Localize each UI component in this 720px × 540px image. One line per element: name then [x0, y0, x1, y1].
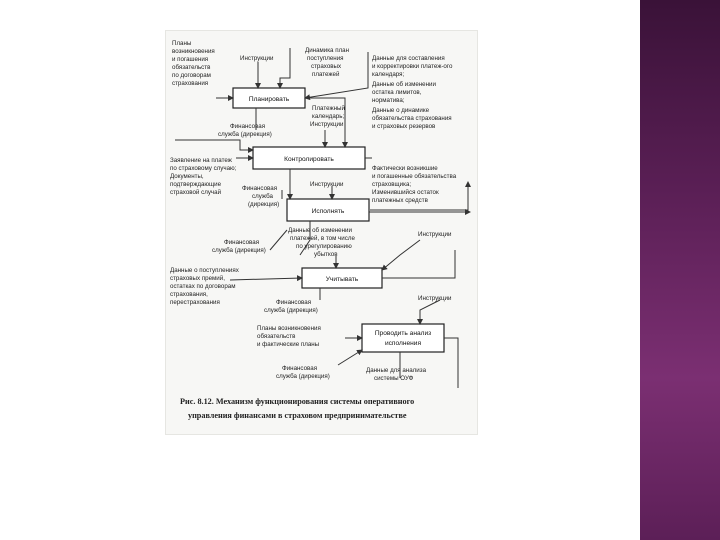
svg-text:остатках по договорам: остатках по договорам	[170, 283, 236, 290]
svg-text:по страховому случаю;: по страховому случаю;	[170, 165, 237, 172]
svg-text:обязательств: обязательств	[257, 333, 296, 340]
svg-text:поступления: поступления	[307, 55, 344, 62]
label-finance-5	[276, 365, 330, 380]
svg-text:Данные об изменении: Данные об изменении	[372, 81, 436, 88]
label-instructions-low: Инструкции	[418, 295, 452, 302]
label-data-calendar	[372, 55, 453, 130]
svg-text:страхования: страхования	[172, 80, 209, 87]
svg-text:норматива;: норматива;	[372, 97, 405, 104]
svg-text:управления финансами в страхов: управления финансами в страховом предпринимательстве	[188, 411, 407, 420]
svg-text:Финансовая: Финансовая	[282, 365, 318, 372]
svg-text:страховых: страховых	[311, 63, 342, 70]
svg-text:служба: служба	[252, 193, 273, 200]
svg-text:платежей: платежей	[312, 71, 340, 78]
svg-text:служба (дирекция): служба (дирекция)	[212, 247, 266, 254]
svg-text:по договорам: по договорам	[172, 72, 211, 79]
svg-text:платежных средств: платежных средств	[372, 197, 428, 204]
svg-text:Заявление на платеж: Заявление на платеж	[170, 157, 232, 164]
svg-text:(дирекция): (дирекция)	[248, 201, 280, 208]
svg-text:страховых премий,: страховых премий,	[170, 275, 225, 282]
svg-text:Финансовая: Финансовая	[230, 123, 266, 130]
label-changes-payments	[288, 227, 355, 258]
svg-text:Данные об изменении: Данные об изменении	[288, 227, 352, 234]
svg-text:обязательств: обязательств	[172, 64, 211, 71]
svg-text:и корректировки платеж-ого: и корректировки платеж-ого	[372, 63, 453, 70]
svg-text:страхования,: страхования,	[170, 291, 208, 298]
label-receipts-dynamics	[305, 47, 349, 78]
box-execute-label: Исполнять	[311, 208, 345, 215]
label-pay-calendar	[310, 105, 346, 128]
svg-text:и страховых резервов: и страховых резервов	[372, 123, 436, 130]
svg-text:перестрахования: перестрахования	[170, 299, 220, 306]
label-obligations	[172, 40, 215, 87]
label-finance-2	[242, 185, 279, 208]
svg-text:по урегулированию: по урегулированию	[296, 243, 352, 250]
svg-text:и погашенные обязательства: и погашенные обязательства	[372, 173, 457, 180]
figure-caption	[180, 397, 414, 420]
svg-text:Данные для составления: Данные для составления	[372, 55, 445, 62]
box-execute	[287, 199, 369, 221]
label-finance-3	[212, 239, 266, 254]
svg-text:системы ОУФ: системы ОУФ	[374, 375, 414, 382]
svg-text:убытков: убытков	[314, 251, 338, 258]
svg-text:возникновения: возникновения	[172, 48, 215, 55]
svg-text:служба (дирекция): служба (дирекция)	[218, 131, 272, 138]
svg-text:страховщика;: страховщика;	[372, 181, 412, 188]
label-actual	[372, 165, 457, 204]
svg-text:Платежный: Платежный	[312, 105, 345, 112]
svg-text:календаря;: календаря;	[372, 71, 405, 78]
svg-text:Динамика план: Динамика план	[305, 47, 350, 54]
box-analyze-label-1: Проводить анализ	[374, 330, 432, 337]
label-premiums	[170, 267, 240, 306]
svg-text:Данные о поступлениях: Данные о поступлениях	[170, 267, 239, 274]
box-plan-label: Планировать	[248, 96, 290, 103]
box-control-label: Контролировать	[284, 156, 334, 163]
svg-text:Данные о динамике: Данные о динамике	[372, 107, 430, 114]
label-instructions-right: Инструкции	[418, 231, 452, 238]
svg-text:страховой случай: страховой случай	[170, 189, 222, 196]
label-finance-1	[218, 123, 272, 138]
svg-text:служба (дирекция): служба (дирекция)	[276, 373, 330, 380]
box-analyze-label-2: исполнения	[384, 340, 422, 347]
svg-text:платежей, в том числе: платежей, в том числе	[290, 235, 355, 242]
label-analysis-data	[366, 367, 427, 382]
box-control	[253, 147, 365, 169]
svg-text:Финансовая: Финансовая	[276, 299, 312, 306]
svg-text:Изменившийся остаток: Изменившийся остаток	[372, 189, 439, 196]
svg-text:остатка лимитов,: остатка лимитов,	[372, 89, 422, 96]
label-finance-4	[264, 299, 318, 314]
box-account-label: Учитывать	[325, 276, 359, 283]
svg-text:Финансовая: Финансовая	[242, 185, 278, 192]
svg-text:и фактические планы: и фактические планы	[257, 341, 320, 348]
svg-text:календарь;: календарь;	[312, 113, 345, 120]
box-account	[302, 268, 382, 288]
label-claims	[170, 157, 237, 196]
svg-text:Фактически возникшие: Фактически возникшие	[372, 165, 438, 172]
svg-text:Документы,: Документы,	[170, 173, 204, 180]
svg-text:Инструкции: Инструкции	[310, 121, 344, 128]
label-instructions-mid: Инструкции	[310, 181, 344, 188]
svg-text:Планы возникновения: Планы возникновения	[257, 325, 321, 332]
box-analyze	[362, 324, 444, 352]
svg-text:Рис. 8.12. Механизм функционир: Рис. 8.12. Механизм функционирования системы оперативного	[180, 397, 415, 406]
svg-text:Финансовая: Финансовая	[224, 239, 260, 246]
box-plan	[233, 88, 305, 108]
svg-text:Планы: Планы	[172, 40, 192, 47]
svg-text:подтверждающие: подтверждающие	[170, 181, 222, 188]
svg-text:обязательства страхования: обязательства страхования	[372, 115, 452, 122]
label-instructions-top: Инструкции	[240, 55, 274, 62]
svg-text:и погашения: и погашения	[172, 56, 209, 63]
svg-text:служба (дирекция): служба (дирекция)	[264, 307, 318, 314]
svg-text:Данные для анализа: Данные для анализа	[366, 367, 427, 374]
label-plans-fact	[257, 325, 321, 348]
